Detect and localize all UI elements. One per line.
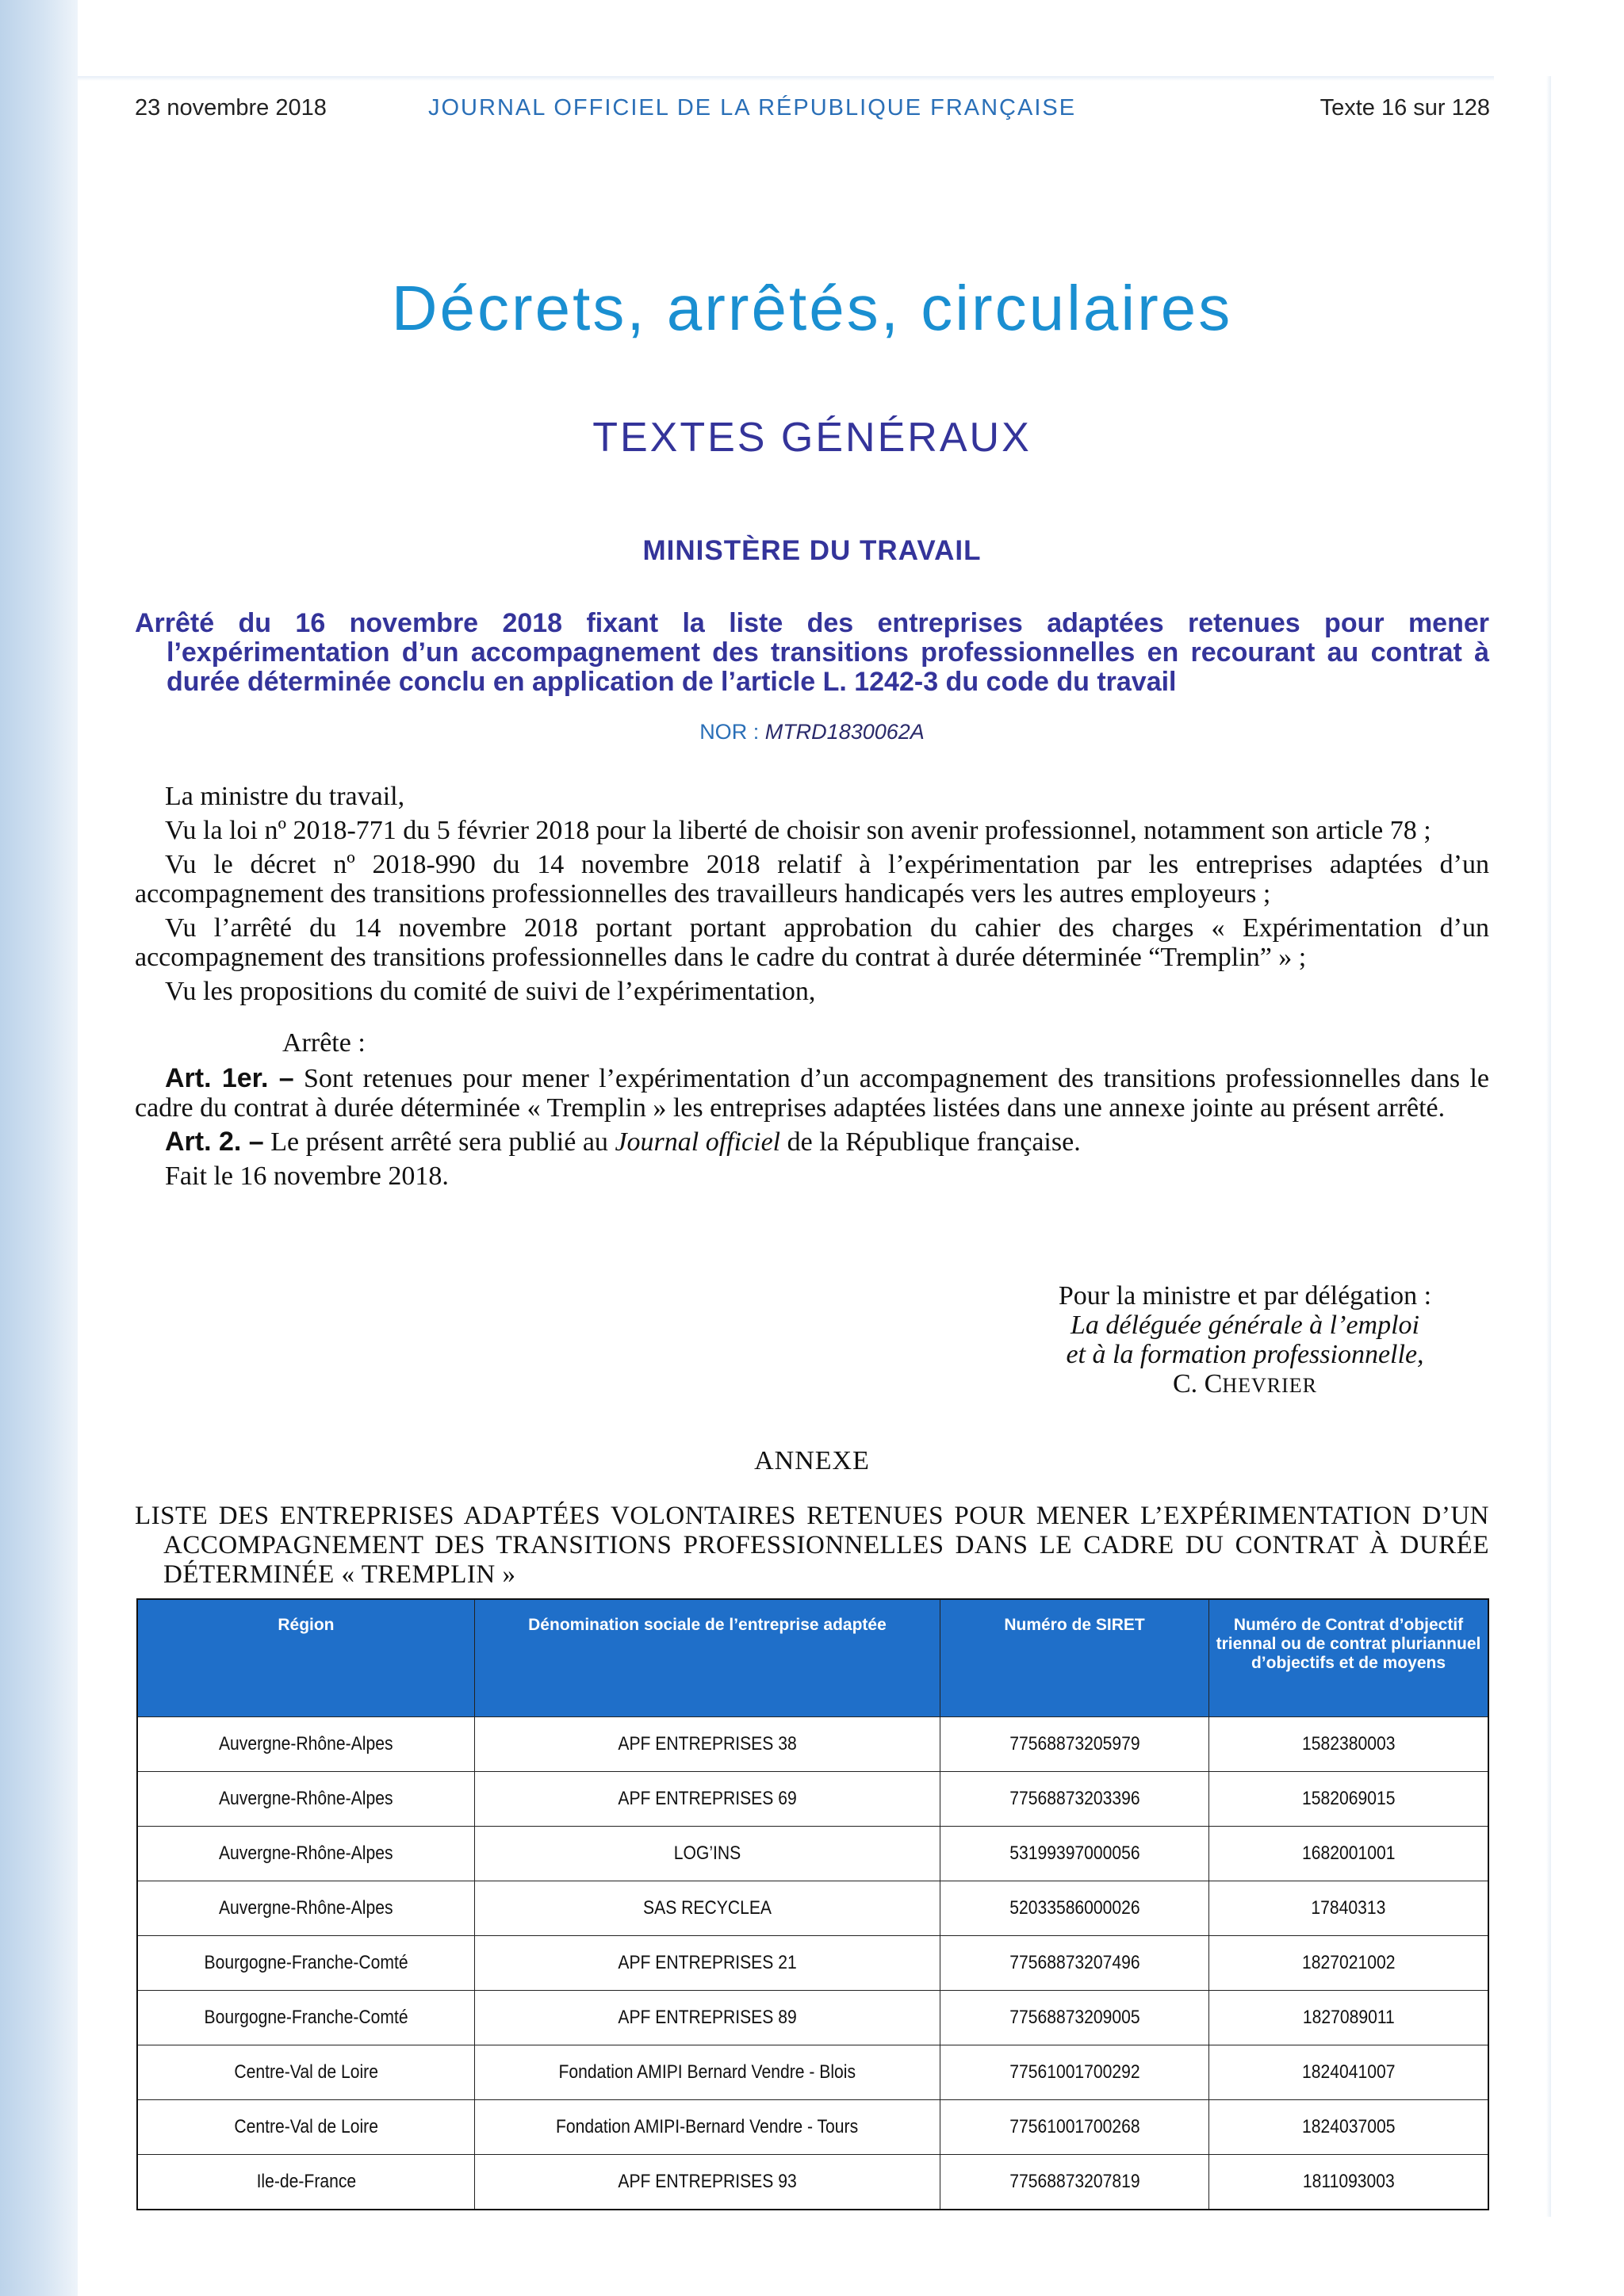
article-2-text-before: Le présent arrêté sera publié au bbox=[270, 1127, 615, 1157]
table-row bbox=[137, 2155, 1488, 2210]
cell-company-name bbox=[474, 1881, 940, 1936]
cell-siret bbox=[940, 1936, 1209, 1991]
cell-region bbox=[137, 1772, 474, 1827]
cell-siret-text: 77568873203396 bbox=[1009, 1788, 1140, 1809]
cell-region bbox=[137, 1881, 474, 1936]
section-title: TEXTES GÉNÉRAUX bbox=[592, 415, 1032, 461]
signature-block bbox=[991, 1281, 1499, 1400]
cell-region-text: Auvergne-Rhône-Alpes bbox=[219, 1843, 393, 1864]
cell-company-name bbox=[474, 2155, 940, 2210]
intro-paragraph: La ministre du travail, bbox=[165, 782, 405, 811]
cell-region-text: Centre-Val de Loire bbox=[234, 2061, 378, 2083]
cell-region-text: Bourgogne-Franche-Comté bbox=[204, 2007, 408, 2028]
article-1-label: Art. 1er. – bbox=[165, 1063, 294, 1093]
ministry-heading: MINISTÈRE DU TRAVAIL bbox=[642, 535, 982, 566]
cell-company-name-text: SAS RECYCLEA bbox=[642, 1897, 772, 1919]
cell-siret bbox=[940, 1772, 1209, 1827]
cell-contract-number bbox=[1208, 2155, 1488, 2210]
cell-region-text: Auvergne-Rhône-Alpes bbox=[219, 1733, 393, 1755]
table-row bbox=[137, 2045, 1488, 2100]
header-contract-number: Numéro de Contrat d’objectif triennal ou de contrat pluriannuel d’objectifs et de moyens bbox=[1208, 1599, 1488, 1717]
cell-contract-number-text: 17840313 bbox=[1311, 1897, 1386, 1919]
annexe-list-title: LISTE DES ENTREPRISES ADAPTÉES VOLONTAIRES RETENUES POUR MENER L’EXPÉRIMENTATION D’UN ACCOMPAGNEMENT DES TRANSITIONS PROFESSIONNELLES DANS LE CADRE DU CONTRAT À DURÉE DÉTERMINÉE « TREMPLIN » bbox=[135, 1502, 1489, 1589]
cell-region bbox=[137, 1936, 474, 1991]
cell-company-name bbox=[474, 1936, 940, 1991]
cell-contract-number bbox=[1208, 1936, 1488, 1991]
cell-company-name-text: APF ENTREPRISES 21 bbox=[618, 1952, 797, 1973]
cell-contract-number-text: 1582069015 bbox=[1301, 1788, 1396, 1809]
cell-region-text: Centre-Val de Loire bbox=[234, 2116, 378, 2137]
cell-region-text: Auvergne-Rhône-Alpes bbox=[219, 1788, 393, 1809]
cell-contract-number-text: 1827089011 bbox=[1302, 2007, 1395, 2028]
cell-siret bbox=[940, 1881, 1209, 1936]
cell-region bbox=[137, 1827, 474, 1881]
cell-company-name bbox=[474, 1991, 940, 2045]
article-1-text: Sont retenues pour mener l’expérimentation d’un accompagnement des transitions professionnelles dans le cadre du contrat à durée déterminée « Tremplin » les entreprises adaptées listées dans une annexe jointe au présent arrêté. bbox=[135, 1064, 1489, 1123]
cell-company-name-text: APF ENTREPRISES 89 bbox=[618, 2007, 797, 2028]
table-row bbox=[137, 1881, 1488, 1936]
main-title: Décrets, arrêtés, circulaires bbox=[391, 273, 1233, 343]
article-2-label: Art. 2. – bbox=[165, 1127, 264, 1157]
cell-contract-number bbox=[1208, 1881, 1488, 1936]
table-row bbox=[137, 1936, 1488, 1991]
header-siret: Numéro de SIRET bbox=[940, 1599, 1209, 1717]
cell-siret-text: 52033586000026 bbox=[1009, 1897, 1140, 1919]
signature-line-3: et à la formation professionnelle, bbox=[1066, 1340, 1424, 1369]
header-text-number: Texte 16 sur 128 bbox=[1320, 95, 1490, 121]
cell-company-name-text: Fondation AMIPI Bernard Vendre - Blois bbox=[558, 2061, 856, 2083]
nor-label: NOR : bbox=[699, 720, 765, 744]
cell-company-name-text: APF ENTREPRISES 38 bbox=[618, 1733, 797, 1755]
nor-value: MTRD1830062A bbox=[764, 720, 925, 744]
cell-siret bbox=[940, 1991, 1209, 2045]
table-body bbox=[137, 1717, 1488, 2210]
table-header-row bbox=[137, 1599, 1488, 1717]
cell-region-text: Auvergne-Rhône-Alpes bbox=[219, 1897, 393, 1919]
page-edge-right bbox=[1546, 76, 1551, 2217]
header-company-name: Dénomination sociale de l’entreprise adaptée bbox=[474, 1599, 940, 1717]
cell-contract-number-text: 1682001001 bbox=[1301, 1843, 1396, 1864]
signature-name bbox=[991, 1369, 1499, 1400]
cell-contract-number-text: 1811093003 bbox=[1302, 2171, 1395, 2192]
table-row bbox=[137, 1991, 1488, 2045]
vu-paragraph-2: Vu le décret nº 2018-990 du 14 novembre 2018 relatif à l’expérimentation par les entreprises adaptées d’un accompagnement des transitions professionnelles des travailleurs handicapés vers les autres employeurs ; bbox=[135, 850, 1489, 909]
cell-siret-text: 77568873205979 bbox=[1009, 1733, 1140, 1755]
signature-surname: HEVRIER bbox=[1222, 1374, 1318, 1397]
table-row bbox=[137, 2100, 1488, 2155]
nor-reference bbox=[0, 720, 1624, 744]
cell-region bbox=[137, 2045, 474, 2100]
cell-company-name bbox=[474, 1772, 940, 1827]
arrete-title: Arrêté du 16 novembre 2018 fixant la liste des entreprises adaptées retenues pour mener l’expérimentation d’un accompagnement des transitions professionnelles en recourant au contrat à durée déterminée conclu en application de l’article L. 1242-3 du code du travail bbox=[135, 608, 1489, 697]
cell-company-name-text: APF ENTREPRISES 69 bbox=[618, 1788, 797, 1809]
cell-siret bbox=[940, 1827, 1209, 1881]
article-2-text-after: de la République française. bbox=[780, 1127, 1081, 1157]
cell-contract-number-text: 1824041007 bbox=[1301, 2061, 1396, 2083]
header-journal-name: JOURNAL OFFICIEL DE LA RÉPUBLIQUE FRANÇAISE bbox=[428, 95, 1077, 121]
annexe-title: ANNEXE bbox=[754, 1446, 870, 1475]
cell-company-name-text: APF ENTREPRISES 93 bbox=[618, 2171, 797, 2192]
fait-paragraph: Fait le 16 novembre 2018. bbox=[165, 1161, 449, 1191]
cell-region-text: Bourgogne-Franche-Comté bbox=[204, 1952, 408, 1973]
cell-siret-text: 77568873207819 bbox=[1009, 2171, 1140, 2192]
article-2 bbox=[135, 1127, 1489, 1157]
cell-contract-number bbox=[1208, 1772, 1488, 1827]
cell-company-name bbox=[474, 2045, 940, 2100]
cell-contract-number-text: 1827021002 bbox=[1301, 1952, 1396, 1973]
vu-paragraph-3: Vu l’arrêté du 14 novembre 2018 portant portant approbation du cahier des charges « Expérimentation d’un accompagnement des transitions professionnelles dans le cadre du contrat à durée déterminée “Tremplin” » ; bbox=[135, 913, 1489, 972]
cell-region bbox=[137, 1991, 474, 2045]
table-row bbox=[137, 1772, 1488, 1827]
cell-contract-number bbox=[1208, 2100, 1488, 2155]
signature-line-2: La déléguée générale à l’emploi bbox=[1071, 1311, 1419, 1340]
cell-siret-text: 77568873207496 bbox=[1009, 1952, 1140, 1973]
cell-siret bbox=[940, 2100, 1209, 2155]
cell-siret bbox=[940, 1717, 1209, 1772]
vu-paragraph-4: Vu les propositions du comité de suivi de l’expérimentation, bbox=[165, 977, 816, 1006]
cell-company-name-text: LOG’INS bbox=[673, 1843, 741, 1864]
annexe-table bbox=[136, 1598, 1489, 2210]
cell-region bbox=[137, 1717, 474, 1772]
document-body bbox=[135, 782, 1489, 1196]
cell-region-text: Ile-de-France bbox=[256, 2171, 356, 2192]
cell-region bbox=[137, 2155, 474, 2210]
article-1 bbox=[135, 1064, 1489, 1123]
vu-paragraph-1: Vu la loi nº 2018-771 du 5 février 2018 pour la liberté de choisir son avenir professionnel, notamment son article 78 ; bbox=[165, 816, 1431, 845]
cell-siret-text: 77568873209005 bbox=[1009, 2007, 1140, 2028]
cell-contract-number-text: 1824037005 bbox=[1301, 2116, 1396, 2137]
table-row bbox=[137, 1717, 1488, 1772]
header-region: Région bbox=[137, 1599, 474, 1717]
cell-company-name bbox=[474, 1827, 940, 1881]
cell-company-name bbox=[474, 2100, 940, 2155]
cell-region bbox=[137, 2100, 474, 2155]
page-edge-top bbox=[78, 76, 1494, 81]
arrete-paragraph: Arrête : bbox=[282, 1028, 366, 1058]
table-row bbox=[137, 1827, 1488, 1881]
cell-siret-text: 77561001700268 bbox=[1009, 2116, 1140, 2137]
cell-contract-number bbox=[1208, 1827, 1488, 1881]
cell-siret-text: 77561001700292 bbox=[1009, 2061, 1140, 2083]
cell-contract-number-text: 1582380003 bbox=[1301, 1733, 1396, 1755]
signature-line-1: Pour la ministre et par délégation : bbox=[1058, 1281, 1432, 1311]
header-date: 23 novembre 2018 bbox=[135, 95, 327, 121]
article-2-journal-italic: Journal officiel bbox=[615, 1127, 781, 1157]
cell-siret bbox=[940, 2045, 1209, 2100]
cell-company-name bbox=[474, 1717, 940, 1772]
cell-siret-text: 53199397000056 bbox=[1009, 1843, 1140, 1864]
signature-initial: C. C bbox=[1172, 1369, 1223, 1399]
cell-siret bbox=[940, 2155, 1209, 2210]
cell-contract-number bbox=[1208, 1717, 1488, 1772]
cell-contract-number bbox=[1208, 2045, 1488, 2100]
cell-contract-number bbox=[1208, 1991, 1488, 2045]
cell-company-name-text: Fondation AMIPI-Bernard Vendre - Tours bbox=[556, 2116, 859, 2137]
